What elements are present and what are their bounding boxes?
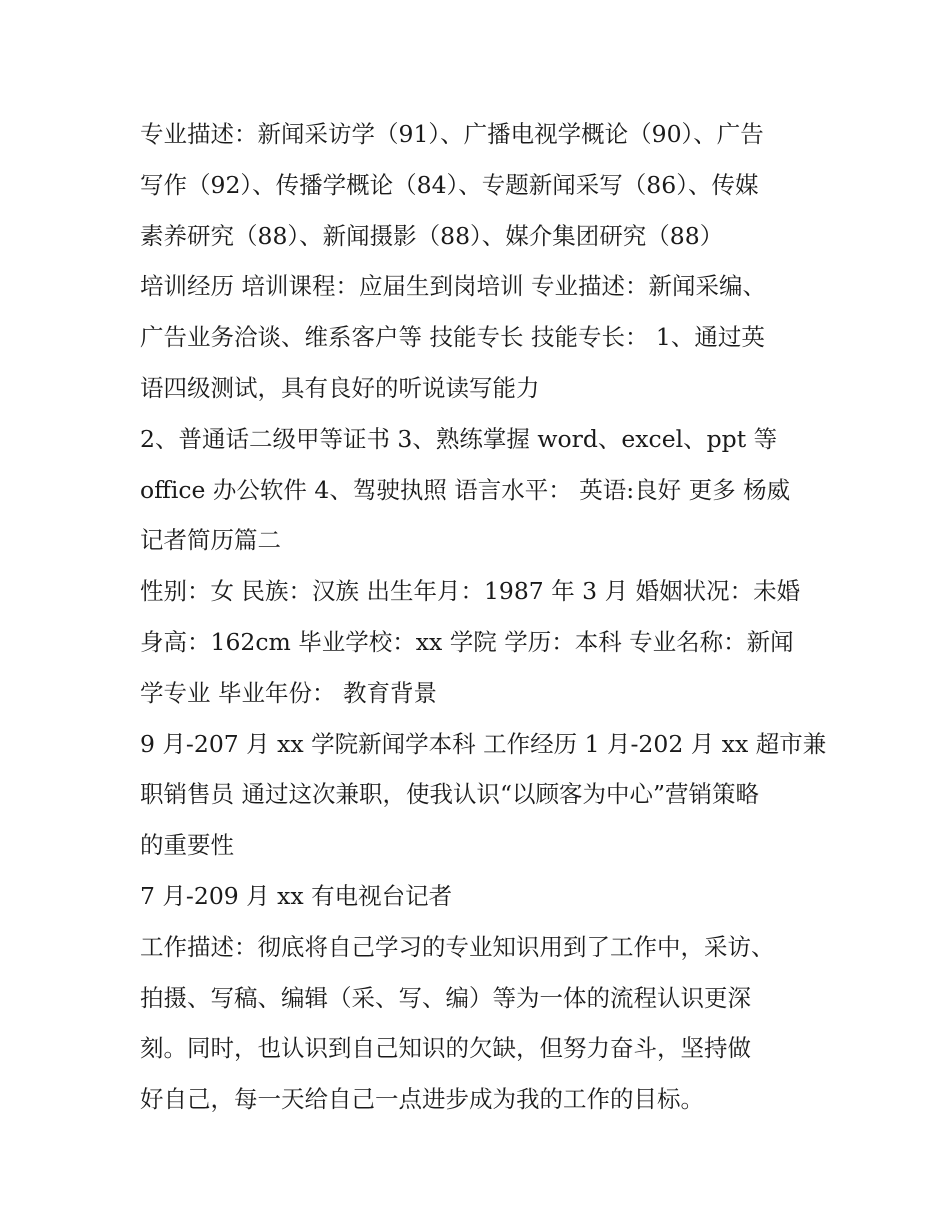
text-line: 写作（92）、传播学概论（84）、专题新闻采写（86）、传媒 — [140, 170, 759, 199]
text-line: 职销售员 通过这次兼职，使我认识“以顾客为中心”营销策略 — [140, 780, 759, 809]
text-line: 素养研究（88）、新闻摄影（88）、媒介集团研究（88） — [140, 221, 724, 250]
text-line: 记者简历篇二 — [140, 526, 281, 555]
text-line: 工作描述：彻底将自己学习的专业知识用到了工作中，采访、 — [140, 932, 775, 961]
text-line: 性别：女 民族：汉族 出生年月：1987 年 3 月 婚姻状况：未婚 — [140, 577, 801, 606]
text-line: 7 月-209 月 xx 有电视台记者 — [140, 881, 453, 910]
text-line: 9 月-207 月 xx 学院新闻学本科 工作经历 1 月-202 月 xx 超市兼 — [140, 729, 827, 758]
text-line: 语四级测试，具有良好的听说读写能力 — [140, 373, 540, 402]
text-line: 身高：162cm 毕业学校：xx 学院 学历：本科 专业名称：新闻 — [140, 627, 794, 656]
text-line: 2、普通话二级甲等证书 3、熟练掌握 word、excel、ppt 等 — [140, 424, 778, 453]
text-line: 专业描述：新闻采访学（91）、广播电视学概论（90）、广告 — [140, 120, 764, 148]
text-line: 的重要性 — [140, 831, 234, 860]
document-body — [140, 109, 830, 1125]
text-line: 刻。同时，也认识到自己知识的欠缺，但努力奋斗，坚持做 — [140, 1034, 751, 1063]
text-line: 广告业务洽谈、维系客户等 技能专长 技能专长： 1、通过英 — [140, 323, 765, 352]
text-line: office 办公软件 4、驾驶执照 语言水平： 英语:良好 更多 杨威 — [140, 475, 791, 504]
text-line: 好自己，每一天给自己一点进步成为我的工作的目标。 — [140, 1085, 704, 1114]
text-line: 学专业 毕业年份： 教育背景 — [140, 678, 437, 707]
text-line: 培训经历 培训课程：应届生到岗培训 专业描述：新闻采编、 — [140, 272, 766, 301]
text-line: 拍摄、写稿、编辑（采、写、编）等为一体的流程认识更深 — [140, 983, 751, 1012]
